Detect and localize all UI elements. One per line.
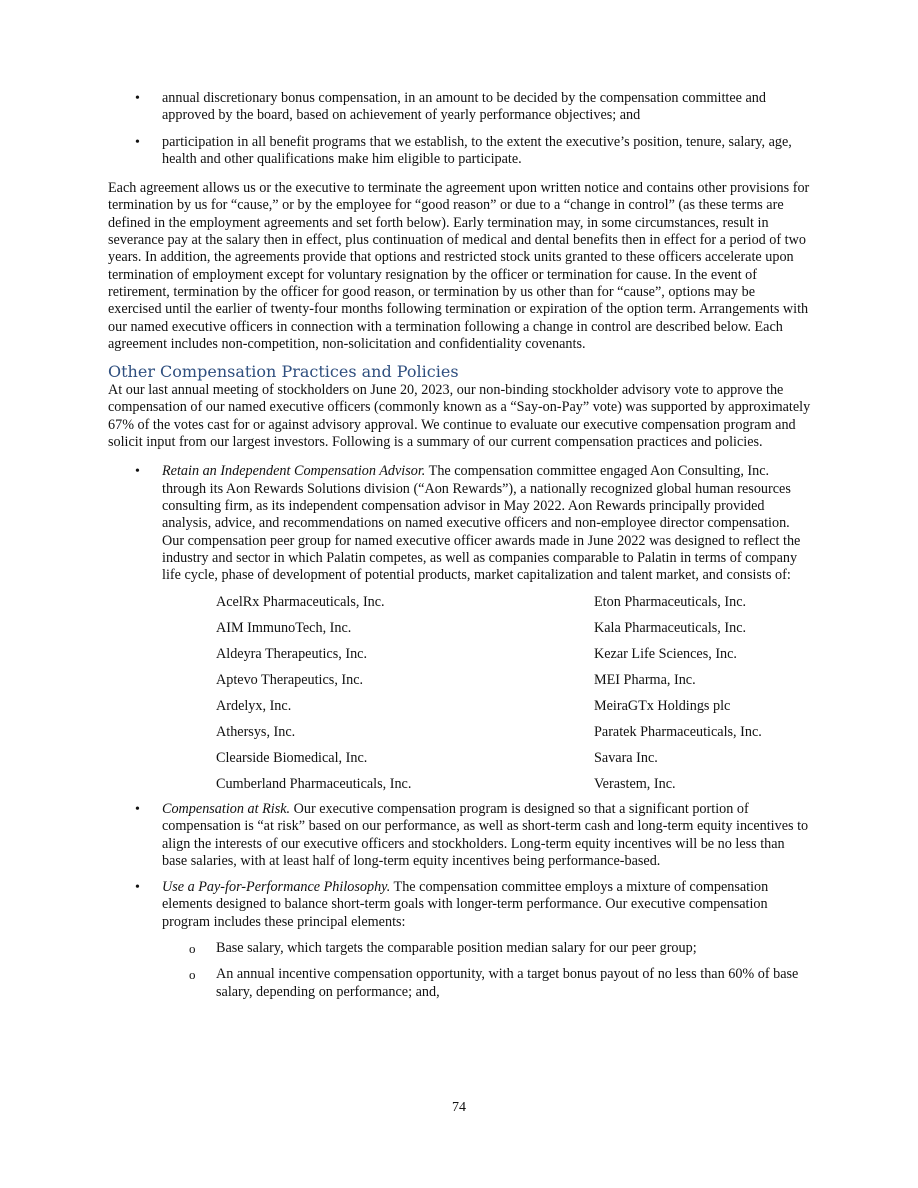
peer-company: MeiraGTx Holdings plc [594, 697, 731, 714]
peer-company: MEI Pharma, Inc. [594, 672, 696, 689]
risk-bullet-text [162, 801, 812, 870]
advisor-bullet-body: The compensation committee engaged Aon Consulting, Inc. through its Aon Rewards Solutions division (“Aon Rewards”), a nationally recognized global human resources consulting firm, as its independent compensation advisor in May 2022. Aon Rewards principally provided analysis, advice, and recommendations on named executive officers and non-employee director compensation. Our compensation peer group for named executive officer awards made in June 2022 was designed to reflect the industry and sector in which Palatin competes, as well as companies comparable to Palatin in terms of company life cycle, phase of development of potential products, market capitalization and talent market, and consists of: [162, 463, 801, 584]
peer-company: AIM ImmunoTech, Inc. [216, 620, 352, 637]
bullet-icon: • [135, 464, 140, 480]
advisor-bullet-title: Retain an Independent Compensation Advisor. [162, 463, 426, 480]
peer-company: Verastem, Inc. [594, 775, 676, 792]
list-item [108, 90, 812, 125]
list-item [108, 463, 812, 584]
bonus-bullet-text: annual discretionary bonus compensation, in an amount to be decided by the compensation committee and approved by the board, based on achievement of yearly performance objectives; and [162, 90, 766, 124]
peer-company: Aldeyra Therapeutics, Inc. [216, 646, 368, 663]
page-number: 74 [452, 1100, 466, 1115]
termination-paragraph: Each agreement allows us or the executive to terminate the agreement upon written notice and contains other provisions for termination by us for “cause,” or by the employee for “good reason” or due to a “change in control” (as these terms are defined in the employment agreements and set forth below). Early termination may, in some circumstances, result in severance pay at the salary then in effect, plus continuation of medical and dental benefits then in effect for a period of two years. In addition, the agreements provide that options and restricted stock units granted to these officers accelerate upon termination of employment except for voluntary resignation by the officer or termination for cause. In the event of retirement, termination by the officer for good reason, or termination by us other than for “cause”, options may be exercised until the earlier of twenty-four months following termination or expiration of the option term. Arrangements with our named executive officers in connection with a termination following a change in control are described below. Each agreement includes non-competition, non-solicitation and confidentiality covenants. [108, 180, 810, 352]
pay-bullet-text [162, 879, 812, 931]
peer-group-list [216, 594, 812, 793]
bullet-icon: • [135, 801, 140, 817]
peer-company: Kala Pharmaceuticals, Inc. [594, 620, 747, 637]
pay-bullet-title: Use a Pay-for-Performance Philosophy. [162, 879, 391, 896]
peer-company: Savara Inc. [594, 749, 658, 766]
list-item [108, 940, 812, 957]
peer-company: Kezar Life Sciences, Inc. [594, 646, 737, 663]
peer-company: Paratek Pharmaceuticals, Inc. [594, 723, 762, 740]
document-page [108, 90, 812, 1001]
list-item [108, 134, 812, 169]
list-item [108, 801, 812, 870]
peer-company: Athersys, Inc. [216, 723, 296, 740]
peer-company: Clearside Biomedical, Inc. [216, 749, 368, 766]
list-item [108, 879, 812, 931]
section-heading: Other Compensation Practices and Policies [108, 362, 459, 382]
base-salary-text: Base salary, which targets the comparable position median salary for our peer group; [216, 940, 697, 957]
peer-company: AcelRx Pharmaceuticals, Inc. [216, 594, 385, 611]
incentive-text: An annual incentive compensation opportunity, with a target bonus payout of no less than 60% of base salary, depending on performance; and, [216, 966, 799, 1000]
peer-company: Ardelyx, Inc. [216, 697, 292, 714]
pay-bullet-body: The compensation committee employs a mixture of compensation elements designed to balance short-term goals with longer-term performance. Our executive compensation program includes these principal elements: [162, 879, 769, 930]
list-item [108, 966, 812, 1001]
sub-bullet-icon: o [189, 967, 196, 983]
advisor-bullet-text [162, 463, 812, 584]
say-on-pay-paragraph: At our last annual meeting of stockholders on June 20, 2023, our non-binding stockholder advisory vote to approve the compensation of our named executive officers (commonly known as a “Say-on-Pay” vote) was supported by approximately 67% of the votes cast for or against advisory approval. We continue to evaluate our executive compensation program and solicit input from our largest investors. Following is a summary of our current compensation practices and policies. [108, 382, 811, 451]
risk-bullet-body: Our executive compensation program is designed so that a significant portion of compensation is “at risk” based on our performance, as well as short-term cash and long-term equity incentives to align the interests of our executive officers and stockholders. Long-term equity incentives will be no less than base salaries, with at least half of long-term equity incentives being performance-based. [162, 800, 809, 869]
benefits-bullet-text: participation in all benefit programs that we establish, to the extent the executive’s position, tenure, salary, age, health and other qualifications make him eligible to participate. [162, 133, 792, 167]
peer-company: Cumberland Pharmaceuticals, Inc. [216, 775, 412, 792]
peer-company: Aptevo Therapeutics, Inc. [216, 672, 364, 689]
bullet-icon: • [135, 134, 140, 150]
sub-bullet-icon: o [189, 941, 196, 957]
bullet-icon: • [135, 880, 140, 896]
peer-company: Eton Pharmaceuticals, Inc. [594, 594, 747, 611]
bullet-icon: • [135, 91, 140, 106]
risk-bullet-title: Compensation at Risk. [162, 800, 291, 817]
